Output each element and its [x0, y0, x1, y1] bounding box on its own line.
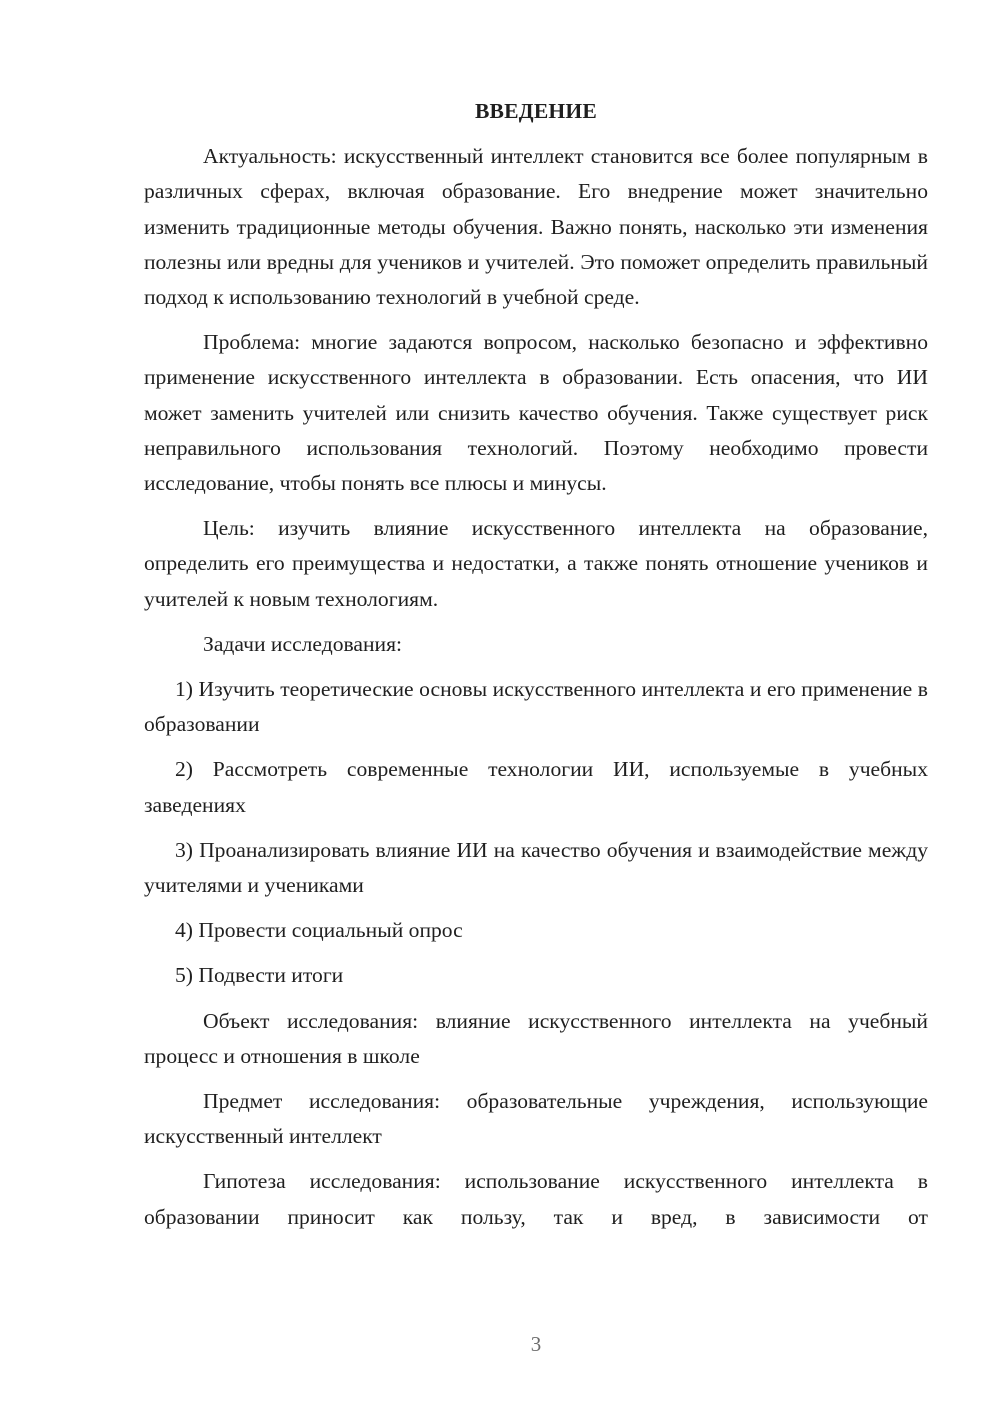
task-item-3: 3) Проанализировать влияние ИИ на качество обучения и взаимодействие между учителями и учениками: [144, 837, 928, 898]
subject-paragraph: Предмет исследования: образовательные учреждения, использующие искусственный интеллект: [144, 1089, 928, 1149]
relevance-paragraph: Актуальность: искусственный интеллект становится все более популярным в различных сферах, включая образование. Его внедрение может значительно изменить традиционные методы обучения. Важно понять, насколько эти изменения полезны или вредны для учеников и учителей. Это поможет определить правильный подход к использованию технологий в учебной среде.: [144, 144, 928, 310]
section-title: ВВЕДЕНИЕ: [474, 99, 598, 123]
task-item-5: 5) Подвести итоги: [175, 963, 344, 988]
tasks-heading: Задачи исследования:: [203, 631, 403, 656]
page-number: 3: [530, 1332, 542, 1356]
document-body: [144, 94, 928, 1245]
goal-paragraph: Цель: изучить влияние искусственного интеллекта на образование, определить его преимущества и недостатки, а также понять отношение учеников и учителей к новым технологиям.: [144, 516, 928, 611]
task-item-1: 1) Изучить теоретические основы искусственного интеллекта и его применение в образовании: [144, 677, 928, 737]
hypothesis-paragraph: Гипотеза исследования: использование искусственного интеллекта в образовании приносит как пользу, так и вред, в зависимости от: [144, 1169, 928, 1229]
problem-paragraph: Проблема: многие задаются вопросом, насколько безопасно и эффективно применение искусственного интеллекта в образовании. Есть опасения, что ИИ может заменить учителей или снизить качество обучения. Также существует риск неправильного использования технологий. Поэтому необходимо провести исследование, чтобы понять все плюсы и минусы.: [144, 330, 928, 496]
task-item-2: 2) Рассмотреть современные технологии ИИ, используемые в учебных заведениях: [144, 757, 928, 817]
object-paragraph: Объект исследования: влияние искусственного интеллекта на учебный процесс и отношения в школе: [144, 1008, 928, 1068]
task-item-4: 4) Провести социальный опрос: [175, 918, 463, 943]
